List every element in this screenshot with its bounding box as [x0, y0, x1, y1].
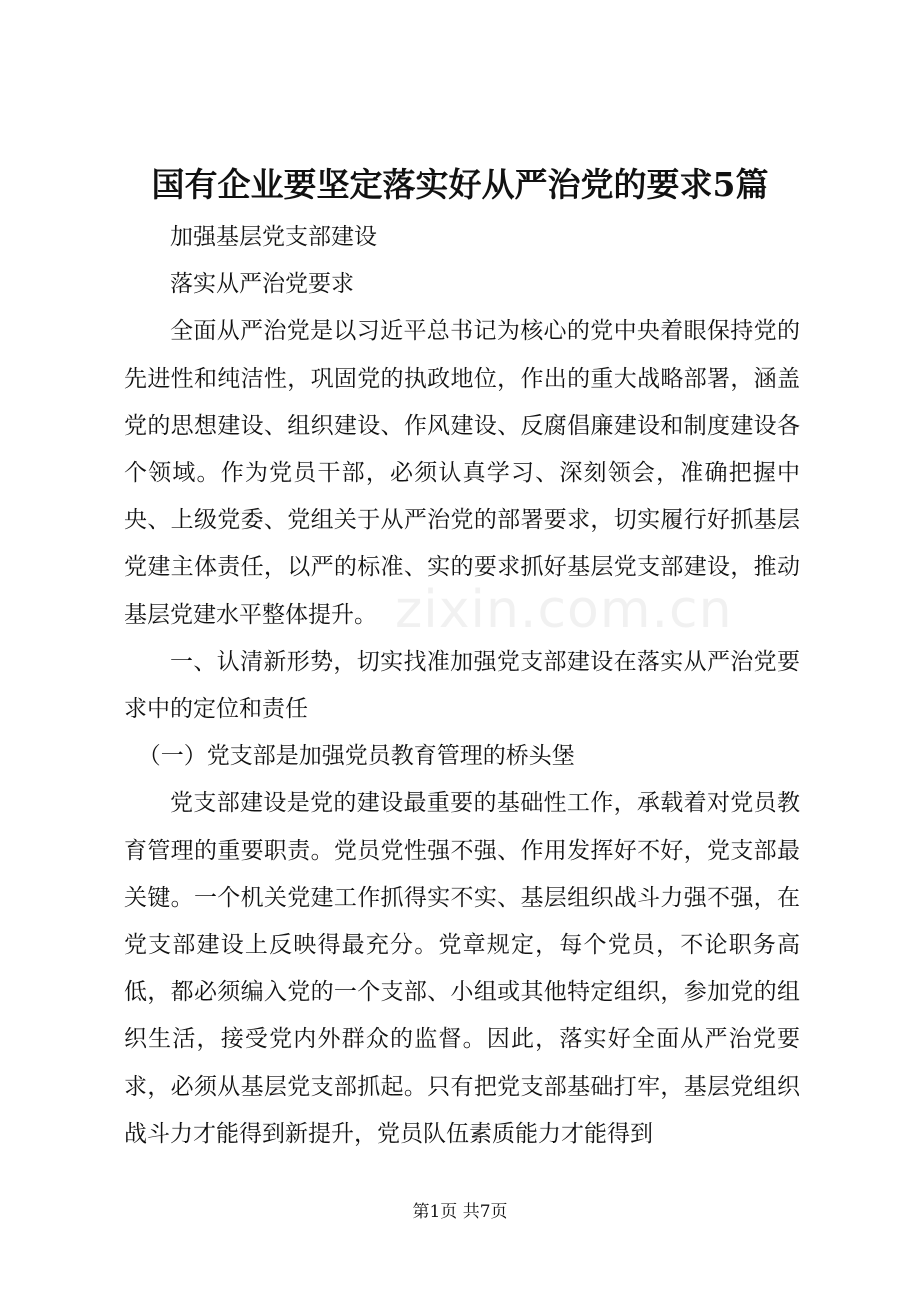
document-title: 国有企业要坚定落实好从严治党的要求5篇	[151, 165, 769, 204]
document-body	[124, 214, 800, 1158]
watermark: zixin.com.cn	[395, 580, 733, 640]
subtitle-2: 落实从严治党要求	[170, 271, 354, 298]
page-footer: 第1页 共7页	[412, 1202, 508, 1222]
subtitle-1: 加强基层党支部建设	[170, 224, 377, 250]
section-heading-1: 一、认清新形势，切实找准加强党支部建设在落实从严治党要求中的定位和责任	[124, 648, 800, 723]
subsection-heading-1: （一）党支部是加强党员教育管理的桥头堡	[137, 743, 575, 770]
paragraph-intro: 全面从严治党是以习近平总书记为核心的党中央着眼保持党的先进性和纯洁性，巩固党的执政地位，作出的重大战略部署，涵盖党的思想建设、组织建设、作风建设、反腐倡廉建设和制度建设各个领域。作为党员干部，必须认真学习、深刻领会，准确把握中央、上级党委、党组关于从严治党的部署要求，切实履行好抓基层党建主体责任，以严的标准、实的要求抓好基层党支部建设，推动基层党建水平整体提升。	[124, 318, 800, 628]
paragraph-body-1: 党支部建设是党的建设最重要的基础性工作，承载着对党员教育管理的重要职责。党员党性强不强、作用发挥好不好，党支部最关键。一个机关党建工作抓得实不实、基层组织战斗力强不强，在党支部建设上反映得最充分。党章规定，每个党员，不论职务高低，都必须编入党的一个支部、小组或其他特定组织，参加党的组织生活，接受党内外群众的监督。因此，落实好全面从严治党要求，必须从基层党支部抓起。只有把党支部基础打牢，基层党组织战斗力才能得到新提升，党员队伍素质能力才能得到	[124, 790, 800, 1147]
